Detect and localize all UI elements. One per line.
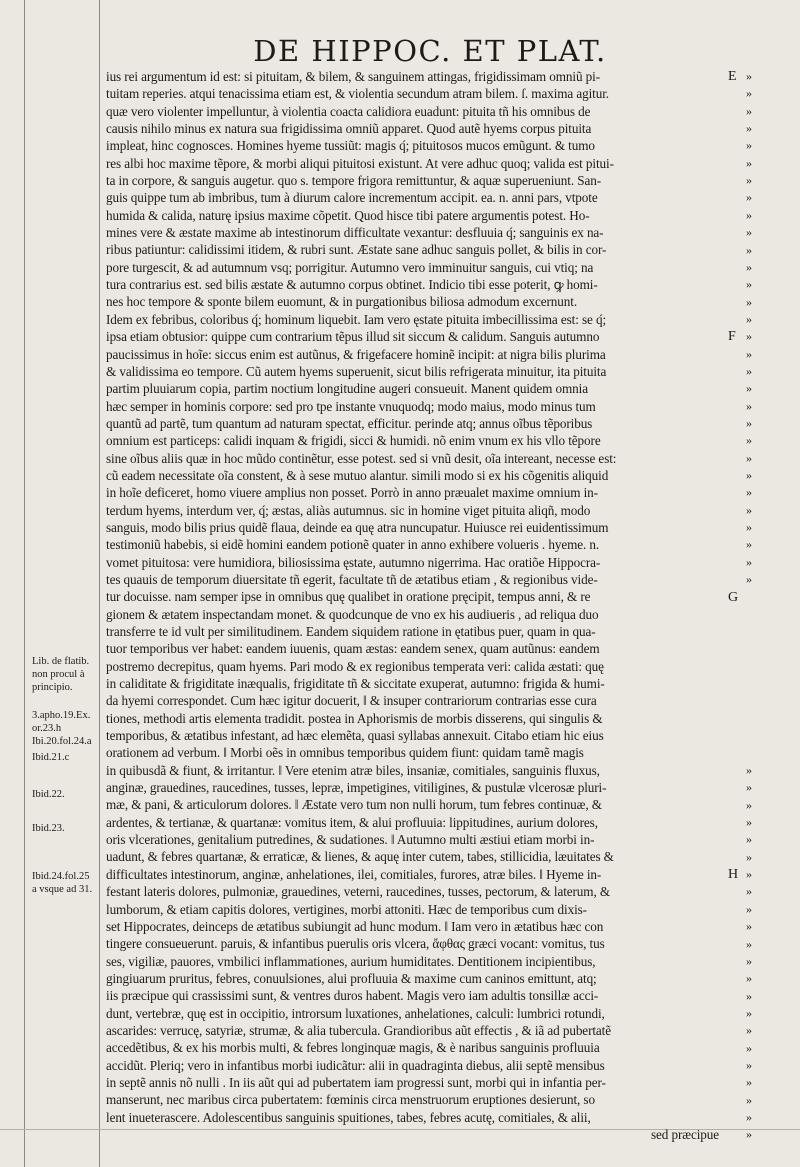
text-line: lumborum, & etiam capitis dolores, vertigines, morbi attoniti. Hæc de temporibus cum dixis- [106, 901, 587, 917]
text-line: gionem & ætatem inspectandam monet. & quodcunque de vno ex his audiueris , ad reliqua duo [106, 606, 599, 622]
quote-mark: » [746, 329, 752, 344]
quote-mark: » [746, 1005, 752, 1020]
quote-mark: » [746, 797, 752, 812]
text-line: ascarides: verrucę, satyriæ, strumæ, & alia tubercula. Grandioribus aũt effectis , & iã ad pubertatẽ [106, 1022, 611, 1038]
text-line: temporibus, & ætatibus infestant, ad hæc elemẽta, quasi syllabas annexuit. Citabo etiam hic eius [106, 728, 604, 744]
text-line: postremo decrepitus, quam hyems. Pari modo & ex regionibus temperata veri: calida æstati: quę [106, 658, 604, 674]
margin-note-ibid-22 [32, 788, 65, 801]
quote-mark: » [746, 294, 752, 309]
quote-mark: » [746, 416, 752, 430]
margin-note-line: Lib. de flatib. [32, 656, 90, 667]
text-line: mæ, & pani, & articulorum dolores. ‖ Æstate vero tum non nulli horum, tum febres continuæ, & [106, 797, 602, 813]
quote-mark: » [746, 537, 752, 552]
text-line: vomet pituitosa: vere humidiora, biliosissima ęstate, autumno nigerrima. Hac oratiõe Hippocra- [106, 554, 601, 570]
quote-mark: » [746, 207, 752, 222]
page-title: DE HIPPOC. ET PLAT. [253, 34, 607, 68]
text-line: in septẽ annis nõ nulli . In iis aũt qui ad pubertatem iam progressi sunt, morbi qui in infantia per- [106, 1074, 606, 1090]
quote-mark: » [746, 190, 752, 205]
quote-mark: » [746, 884, 752, 899]
text-line: hæc semper in hominis corpore: sed pro tpe instante vnuquodq; modo maius, modo minus tum [106, 398, 596, 414]
text-line: testimoniũ habebis, si eidẽ homini eandem potionẽ quater in anno exhibere volueris . hyeme. n. [106, 537, 600, 553]
quote-mark: » [746, 1040, 752, 1055]
quote-mark: » [746, 86, 752, 101]
text-line: quæ vero violenter impelluntur, à violentia coacta calidiora euadunt: pituita tñ his omnibus de [106, 103, 591, 119]
text-line: mines vere & æstate maxime ab intestinorum difficultate vexantur: desfluuia q́; sanguinis ex na- [106, 225, 604, 241]
quote-mark: » [746, 433, 752, 448]
section-letter: F [728, 329, 736, 345]
margin-note-ibid-21 [32, 751, 69, 764]
margin-note-line: Ibi.20.fol.24.a [32, 736, 92, 747]
quote-mark: » [746, 259, 752, 274]
quote-mark: » [746, 1092, 752, 1107]
text-line: pore turgescit, & ad autumnum vsq; porrigitur. Autumno vero imminuitur sanguis, cui vtiq; na [106, 259, 594, 275]
margin-note-apho [32, 709, 92, 748]
quote-mark: » [746, 1057, 752, 1072]
text-line: lent inueterascere. Adolescentibus sanguinis spuitiones, tabes, febres acutę, comitiales, & alii, [106, 1109, 591, 1125]
text-line: Idem ex febribus, coloribus q́; hominum liquebit. Iam vero ęstate pituita imbecillissima est: se q́; [106, 311, 607, 327]
text-line: & validissima eo tempore. Cũ autem hyems superuenit, sicut bilis refrigerata minuitur, ita pituita [106, 363, 607, 379]
text-line: transferre te id vult per similitudinem. Eandem siquidem ratione in ętatibus puer, quam in qua- [106, 624, 596, 639]
text-line: ius rei argumentum id est: si pituitam, & bilem, & sanguinem attingas, frigidissimam omniũ pi- [106, 69, 600, 84]
text-line: orationem ad verbum. ‖ Morbi oẽs in omnibus temporibus quidem fiunt: quidam tamẽ magis [106, 745, 584, 761]
text-line: sed præcipue [651, 1126, 720, 1142]
quote-mark: » [746, 450, 752, 465]
text-line: gingiuarum pruritus, febres, conuulsiones, alui profluuia & maxime cum caninos emittunt, atq; [106, 970, 597, 986]
text-line: omnium est particeps: calidi inquam & frigidi, sicci & humidi. nõ enim vnum ex his vllo tẽpore [106, 433, 601, 449]
body-text [106, 68, 726, 1143]
text-line: sine oĩbus aliis quæ in hoc mũdo continẽtur, esse potest. sed si vnũ desit, oĩa intereant, necesse est: [106, 450, 617, 466]
quote-mark: » [746, 520, 752, 535]
margin-note-line: a vsque ad 31. [32, 884, 93, 895]
text-line: uadunt, & febres quartanæ, & erraticæ, & lienes, & aquę inter cutem, tabes, stillicidia, læuitates & [106, 849, 614, 865]
quote-mark: » [746, 971, 752, 986]
margin-note-line: Ibid.22. [32, 789, 65, 800]
quote-mark: » [746, 901, 752, 916]
text-line: ipsa etiam obtusior: quippe cum contrarium tẽpus illud sit siccum & calidum. Sanguis autumno [106, 329, 600, 345]
text-line: causis nihilo minus ex natura sua frigidissima omniũ apparet. Quod autẽ hyems corpus pituita [106, 121, 592, 137]
text-line: guis quippe tum ab imbribus, tum à diurum calore incrementum accipit. ea. n. anni pars, vtpote [106, 190, 598, 206]
text-line: tes quauis de temporum diuersitate tñ egerit, facultate tñ de ætatibus etiam , & regionibus vide- [106, 571, 598, 587]
quote-mark: » [746, 867, 752, 882]
quote-mark: » [746, 363, 752, 378]
text-line: partim pluuiarum copia, partim noctium longitudine augeri consueuit. Manent quidem omnia [106, 381, 588, 397]
text-line: terdum hyems, interdum ver, q́; æstas, aliàs autumnus. sic in homine viget pituita aliqñ, modo [106, 502, 591, 518]
text-line: accidũt. Pleriq; vero in infantibus morbi iudicãtur: alii in quadraginta diebus, alii septẽ mensibus [106, 1057, 605, 1073]
margin-note-ibid-23 [32, 822, 65, 835]
text-line: in hoĩe deficeret, homo viuere amplius non posset. Porrò in anno præualet maxime omnium in- [106, 485, 598, 501]
quote-mark: » [746, 780, 752, 795]
text-line: dunt, vertebræ, quę est in occipitio, introrsum luxationes, anhelationes, calculi: lumbrici rotundi, [106, 1005, 605, 1021]
quote-mark: » [746, 763, 752, 777]
quote-mark: » [746, 242, 752, 257]
text-line: impleat, hinc cognosces. Homines hyeme tussiũt: magis q́; pituitosos mucos emũgunt. & tumo [106, 138, 595, 154]
quote-mark: » [746, 277, 752, 292]
quote-mark: » [746, 346, 752, 361]
quote-mark: » [746, 502, 752, 517]
margin-note-line: 3.apho.19.Ex. [32, 710, 91, 721]
text-line: tiones, methodi artis elementa tradidit. postea in Aphorismis de morbis disserens, qui singulis & [106, 710, 603, 726]
text-line: paucissimus in hoĩe: siccus enim est autũnus, & frigefacere hominẽ incipit: at nigra bilis plurima [106, 346, 606, 362]
text-line: set Hippocrates, deinceps de ætatibus subiungit ad hunc modum. ‖ Iam vero in ætatibus hæc con [106, 918, 604, 934]
text-line: anginæ, grauedines, raucedines, tusses, lepræ, impetigines, vitiligines, & pustulæ vlcerosæ pluri- [106, 780, 607, 796]
quote-mark: » [746, 936, 752, 951]
quote-mark: » [746, 572, 752, 587]
quote-mark: » [746, 919, 752, 934]
text-line: ses, vigiliæ, pauores, vmbilici inflammationes, aurium humiditates. Dentitionem incipientibus, [106, 953, 596, 969]
text-line: humida & calida, naturę ipsius maxime cõpetit. Quod hisce tibi patere argumentis potest. Ho- [106, 207, 590, 223]
quote-mark: » [746, 121, 752, 136]
text-line: tura contrarius est. sed bilis æstate & autumno corpus obtinet. Indicio tibi esse poterit, ꝙ homi- [106, 277, 598, 293]
section-letter: G [728, 589, 739, 605]
section-letter: E [728, 69, 737, 84]
text-line: tuitam reperies. atqui tenacissima etiam est, & violentia secundum atram bilem. ſ. maxima agitur. [106, 86, 610, 102]
text-line: festant lateris dolores, pulmoniæ, grauedines, veterni, raucedines, tusses, pectorum, & laterum, & [106, 884, 611, 900]
quote-mark: » [746, 69, 752, 83]
quote-mark: » [746, 103, 752, 118]
text-line: nes hoc tempore & sponte bilem euomunt, & in purgationibus biliosa admodum excernunt. [106, 294, 578, 310]
quote-mark: » [746, 138, 752, 153]
text-line: oris vlcerationes, genitalium putredines, & sudationes. ‖ Autumno multi æstiui etiam morbi in- [106, 832, 595, 848]
quote-mark: » [746, 953, 752, 968]
text-line: in quibusdã & fiunt, & irritantur. ‖ Vere etenim atræ biles, insaniæ, comitiales, sanguinis fluxus, [106, 762, 600, 778]
text-line: tuor temporibus ver habet: eandem iuuenis, quam æstas: eandem senex, quam autũnus: eandem [106, 641, 600, 657]
quote-mark: » [746, 468, 752, 483]
margin-note-line: non procul à [32, 669, 85, 680]
quote-mark: » [746, 1075, 752, 1090]
quote-mark: » [746, 1023, 752, 1038]
section-letter: H [728, 867, 739, 883]
margin-rule-left [24, 0, 25, 1167]
quote-mark: » [746, 832, 752, 847]
quote-mark: » [746, 381, 752, 396]
text-line: cũ eadem necessitate oĩa constent, & à sese mutuo alantur. simili modo si ex his cõgenitis aliquid [106, 467, 609, 483]
quote-mark: » [746, 311, 752, 326]
quote-mark: » [746, 849, 752, 864]
text-line: ta in corpore, & sanguis augetur. quo s. tempore frigora remittuntur, & aquæ superueniunt. San- [106, 173, 602, 189]
text-line: da hyemi correspondet. Cum hæc igitur docuerit, ‖ & insuper contrariorum contrarias esse cura [106, 693, 597, 709]
quote-mark: » [746, 173, 752, 188]
margin-note-line: or.23.h [32, 723, 62, 734]
quote-mark: » [746, 225, 752, 240]
text-line: iis præcipue qui crassissimi sunt, & ventres duros habent. Magis vero iam adultis tonsillæ acci- [106, 988, 599, 1004]
text-line: ardentes, & tertianæ, & quartanæ: vomitus item, & alui profluuia: lippitudines, aurium dolores, [106, 814, 598, 830]
quote-mark: » [746, 1127, 752, 1142]
text-line: res albi hoc maxime tẽpore, & morbi aliqui pituitosi existunt. At vere adhuc quoq; valida est pitui- [106, 155, 614, 171]
quote-mark: » [746, 554, 752, 569]
text-line: in caliditate & frigiditate inæqualis, frigiditate tñ & siccitate exuperat, autumno: frigida & humi- [106, 676, 605, 692]
quote-mark: » [746, 398, 752, 413]
quote-mark: » [746, 988, 752, 1003]
quote-mark: » [746, 155, 752, 170]
margin-note-line: Ibid.24.fol.25 [32, 871, 90, 882]
text-line: tingere consueuerunt. paruis, & infantibus puerulis oris vlcera, ἄφθας græci vocant: vomitus, tus [106, 936, 605, 952]
quote-mark: » [746, 815, 752, 830]
margin-rule-text [99, 0, 100, 1167]
text-line: tur docuisse. nam semper ipse in omnibus quę qualibet in oratione pręcipit, tempus anni, & re [106, 589, 591, 605]
margin-note-ibid-24 [32, 870, 92, 896]
text-line: accedẽtibus, & ex his morbis multi, & febres longinquæ magis, & è naribus sanguinis profluuia [106, 1040, 600, 1056]
margin-note-flatib [32, 655, 89, 694]
quote-mark: » [746, 1110, 752, 1124]
text-line: manserunt, nec maribus circa pubertatem: fœminis circa menstruorum eruptiones desierunt, so [106, 1092, 595, 1108]
margin-note-line: Ibid.21.c [32, 752, 70, 763]
text-line: quantũ ad partẽ, tum quantum ad naturam spectat, efficitur. perinde atq; annus oĩbus tẽporibus [106, 415, 593, 431]
margin-note-line: Ibid.23. [32, 823, 65, 834]
text-line: ribus patiuntur: calidissimi itidem, & rubri sunt. Æstate sane adhuc sanguis pollet, & bilis in cor- [106, 242, 607, 258]
quote-mark: » [746, 485, 752, 500]
margin-note-line: principio. [32, 682, 73, 693]
text-line: difficultates intestinorum, anginæ, anhelationes, ilei, comitiales, furores, atræ biles. ‖ Hyeme in- [106, 866, 602, 882]
text-line: sanguis, modo bilis prius quidẽ flaua, deinde ea quę atra nuncupatur. Huiusce rei euidentissimum [106, 519, 609, 535]
